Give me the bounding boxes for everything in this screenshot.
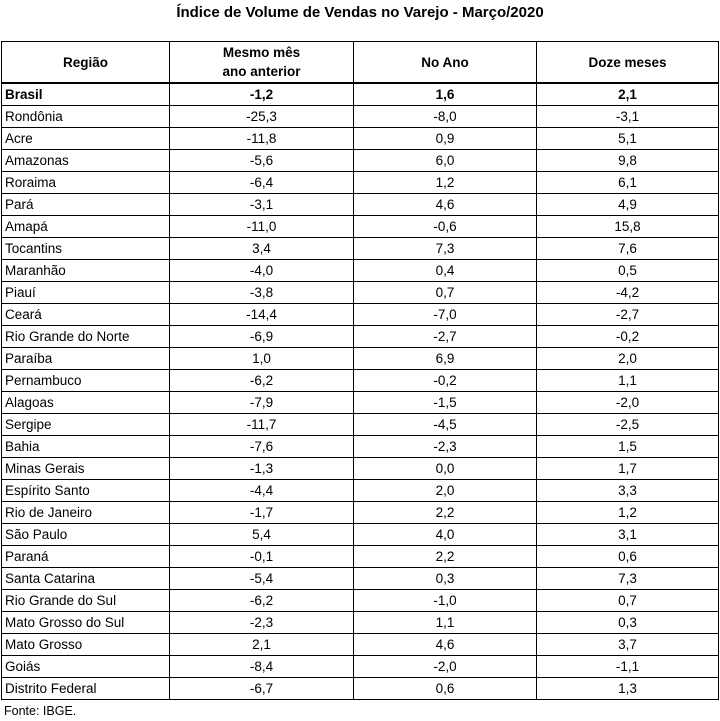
cell-mesmo-mes: -11,0 [170, 216, 354, 238]
cell-no-ano: 0,4 [354, 260, 537, 282]
cell-no-ano: 7,3 [354, 238, 537, 260]
cell-no-ano: -2,3 [354, 436, 537, 458]
table-row [2, 656, 719, 678]
cell-region: Distrito Federal [2, 678, 170, 700]
cell-region: Sergipe [2, 414, 170, 436]
cell-mesmo-mes: -2,3 [170, 612, 354, 634]
cell-doze-meses: 2,0 [537, 348, 719, 370]
table-row [2, 83, 719, 106]
cell-mesmo-mes: -4,4 [170, 480, 354, 502]
cell-doze-meses: 0,7 [537, 590, 719, 612]
cell-region: Rondônia [2, 106, 170, 128]
cell-no-ano: 1,2 [354, 172, 537, 194]
cell-mesmo-mes: -0,1 [170, 546, 354, 568]
cell-mesmo-mes: -6,4 [170, 172, 354, 194]
cell-doze-meses: 1,3 [537, 678, 719, 700]
table-row [2, 436, 719, 458]
table-row [2, 392, 719, 414]
cell-region: Santa Catarina [2, 568, 170, 590]
table-row [2, 458, 719, 480]
table-row [2, 370, 719, 392]
cell-no-ano: 1,1 [354, 612, 537, 634]
cell-mesmo-mes: -5,4 [170, 568, 354, 590]
cell-no-ano: 0,3 [354, 568, 537, 590]
cell-mesmo-mes: -6,2 [170, 590, 354, 612]
header-no-ano-label: No Ano [421, 54, 469, 70]
table-row [2, 150, 719, 172]
table-row [2, 612, 719, 634]
cell-mesmo-mes: 2,1 [170, 634, 354, 656]
header-mesmo-mes-line-2: ano anterior [222, 64, 301, 79]
table-row [2, 282, 719, 304]
cell-region: Rio Grande do Sul [2, 590, 170, 612]
cell-mesmo-mes: -3,1 [170, 194, 354, 216]
cell-mesmo-mes: -1,7 [170, 502, 354, 524]
cell-doze-meses: 7,6 [537, 238, 719, 260]
table-row [2, 480, 719, 502]
header-no-ano [354, 42, 537, 84]
table-row [2, 678, 719, 700]
cell-mesmo-mes: -1,3 [170, 458, 354, 480]
cell-doze-meses: -2,5 [537, 414, 719, 436]
table-row [2, 194, 719, 216]
cell-no-ano: 0,9 [354, 128, 537, 150]
cell-region: Mato Grosso [2, 634, 170, 656]
cell-mesmo-mes: -5,6 [170, 150, 354, 172]
table-body [2, 83, 719, 700]
cell-mesmo-mes: -6,7 [170, 678, 354, 700]
cell-doze-meses: 1,1 [537, 370, 719, 392]
cell-mesmo-mes: -7,6 [170, 436, 354, 458]
cell-doze-meses: 1,2 [537, 502, 719, 524]
cell-region: Bahia [2, 436, 170, 458]
cell-mesmo-mes: 1,0 [170, 348, 354, 370]
source-note: Fonte: IBGE. [4, 704, 77, 718]
cell-doze-meses: 0,5 [537, 260, 719, 282]
header-doze-meses [537, 42, 719, 84]
header-doze-meses-label: Doze meses [588, 54, 667, 70]
cell-no-ano: 4,0 [354, 524, 537, 546]
cell-no-ano: -4,5 [354, 414, 537, 436]
table-row [2, 568, 719, 590]
cell-no-ano: -2,7 [354, 326, 537, 348]
cell-region: Paraná [2, 546, 170, 568]
cell-region: Maranhão [2, 260, 170, 282]
cell-doze-meses: -3,1 [537, 106, 719, 128]
cell-no-ano: -0,2 [354, 370, 537, 392]
cell-region: Espírito Santo [2, 480, 170, 502]
table-row [2, 348, 719, 370]
cell-doze-meses: -2,0 [537, 392, 719, 414]
table-row [2, 326, 719, 348]
cell-mesmo-mes: -8,4 [170, 656, 354, 678]
cell-doze-meses: 1,7 [537, 458, 719, 480]
cell-region: Minas Gerais [2, 458, 170, 480]
cell-doze-meses: 5,1 [537, 128, 719, 150]
cell-mesmo-mes: -4,0 [170, 260, 354, 282]
cell-region: Mato Grosso do Sul [2, 612, 170, 634]
cell-doze-meses: -1,1 [537, 656, 719, 678]
cell-doze-meses: 7,3 [537, 568, 719, 590]
cell-doze-meses: 0,6 [537, 546, 719, 568]
header-regiao [2, 42, 170, 84]
cell-no-ano: 2,0 [354, 480, 537, 502]
cell-no-ano: -2,0 [354, 656, 537, 678]
cell-region: Alagoas [2, 392, 170, 414]
cell-doze-meses: 3,1 [537, 524, 719, 546]
cell-doze-meses: 1,5 [537, 436, 719, 458]
cell-region: Acre [2, 128, 170, 150]
cell-doze-meses: 2,1 [537, 83, 719, 106]
cell-doze-meses: 3,7 [537, 634, 719, 656]
cell-region: Rio de Janeiro [2, 502, 170, 524]
header-mesmo-mes [170, 42, 354, 84]
cell-region: Pará [2, 194, 170, 216]
cell-mesmo-mes: -25,3 [170, 106, 354, 128]
cell-doze-meses: -0,2 [537, 326, 719, 348]
cell-doze-meses: -4,2 [537, 282, 719, 304]
cell-mesmo-mes: -6,2 [170, 370, 354, 392]
cell-no-ano: -7,0 [354, 304, 537, 326]
cell-mesmo-mes: -11,8 [170, 128, 354, 150]
cell-region: Rio Grande do Norte [2, 326, 170, 348]
cell-doze-meses: -2,7 [537, 304, 719, 326]
table-row [2, 414, 719, 436]
cell-region: Ceará [2, 304, 170, 326]
cell-mesmo-mes: -14,4 [170, 304, 354, 326]
cell-no-ano: 0,7 [354, 282, 537, 304]
retail-sales-table [1, 41, 719, 700]
cell-no-ano: -8,0 [354, 106, 537, 128]
cell-no-ano: 1,6 [354, 83, 537, 106]
cell-region: Amazonas [2, 150, 170, 172]
cell-region: Amapá [2, 216, 170, 238]
table-row [2, 634, 719, 656]
table-row [2, 546, 719, 568]
table-row [2, 106, 719, 128]
cell-mesmo-mes: 5,4 [170, 524, 354, 546]
cell-doze-meses: 6,1 [537, 172, 719, 194]
cell-no-ano: 6,0 [354, 150, 537, 172]
cell-mesmo-mes: -7,9 [170, 392, 354, 414]
cell-doze-meses: 4,9 [537, 194, 719, 216]
cell-no-ano: 4,6 [354, 194, 537, 216]
header-row [2, 42, 719, 84]
table-row [2, 304, 719, 326]
cell-no-ano: 0,6 [354, 678, 537, 700]
cell-mesmo-mes: -3,8 [170, 282, 354, 304]
cell-no-ano: -1,5 [354, 392, 537, 414]
table-row [2, 260, 719, 282]
cell-doze-meses: 9,8 [537, 150, 719, 172]
header-mesmo-mes-line-1: Mesmo mês [222, 45, 301, 60]
cell-region: Roraima [2, 172, 170, 194]
cell-region: Piauí [2, 282, 170, 304]
table-row [2, 128, 719, 150]
cell-no-ano: -0,6 [354, 216, 537, 238]
cell-doze-meses: 3,3 [537, 480, 719, 502]
cell-doze-meses: 15,8 [537, 216, 719, 238]
cell-region: Tocantins [2, 238, 170, 260]
table-row [2, 238, 719, 260]
header-regiao-label: Região [62, 54, 108, 70]
cell-region: Paraíba [2, 348, 170, 370]
table-title: Índice de Volume de Vendas no Varejo - Março/2020 [176, 4, 544, 21]
cell-region: Goiás [2, 656, 170, 678]
cell-doze-meses: 0,3 [537, 612, 719, 634]
table-row [2, 524, 719, 546]
cell-region: Pernambuco [2, 370, 170, 392]
table-row [2, 216, 719, 238]
cell-mesmo-mes: -1,2 [170, 83, 354, 106]
cell-region: São Paulo [2, 524, 170, 546]
cell-no-ano: 2,2 [354, 502, 537, 524]
table-row [2, 172, 719, 194]
cell-region: Brasil [2, 83, 170, 106]
cell-mesmo-mes: 3,4 [170, 238, 354, 260]
cell-mesmo-mes: -11,7 [170, 414, 354, 436]
table-row [2, 590, 719, 612]
cell-no-ano: 6,9 [354, 348, 537, 370]
cell-no-ano: 4,6 [354, 634, 537, 656]
table-row [2, 502, 719, 524]
cell-no-ano: 2,2 [354, 546, 537, 568]
cell-no-ano: 0,0 [354, 458, 537, 480]
cell-mesmo-mes: -6,9 [170, 326, 354, 348]
cell-no-ano: -1,0 [354, 590, 537, 612]
